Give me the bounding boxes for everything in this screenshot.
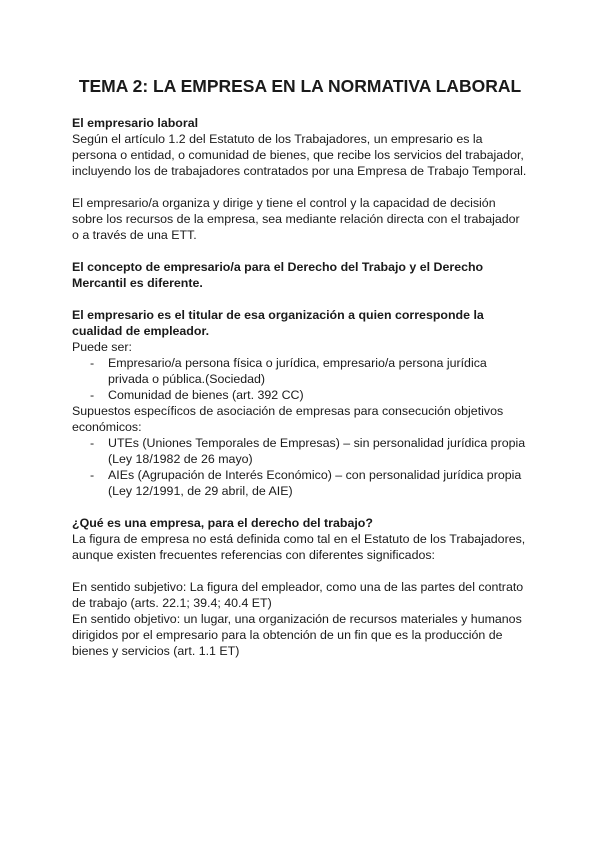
paragraph-supuestos: Supuestos específicos de asociación de empresas para consecución objetivos económicos: — [72, 404, 504, 434]
list-item: - Empresario/a persona física o jurídica, empresario/a persona jurídica privada o pública.(Sociedad) — [72, 355, 528, 387]
section-heading-que-es-empresa: ¿Qué es una empresa, para el derecho del trabajo? — [72, 516, 373, 530]
list-item: - UTEs (Uniones Temporales de Empresas) – sin personalidad jurídica propia (Ley 18/1982 de 26 mayo) — [72, 435, 528, 467]
section-heading-titular: El empresario es el titular de esa organización a quien corresponde la cualidad de empleador. — [72, 308, 484, 338]
paragraph-sentido-objetivo: En sentido objetivo: un lugar, una organización de recursos materiales y humanos dirigidos por el empresario para la obtención de un fin que es la producción de bienes y servicios (art. 1.1 ET) — [72, 612, 522, 658]
list-asociaciones — [72, 435, 528, 499]
paragraph-figura-empresa: La figura de empresa no está definida como tal en el Estatuto de los Trabajadores, aunque existen frecuentes referencias con diferentes significados: — [72, 532, 526, 562]
document-body — [72, 115, 528, 659]
list-item: - AIEs (Agrupación de Interés Económico) – con personalidad jurídica propia (Ley 12/1991, de 29 abril, de AIE) — [72, 467, 528, 499]
paragraph-sentido-subjetivo: En sentido subjetivo: La figura del empleador, como una de las partes del contrato de trabajo (arts. 22.1; 39.4; 40.4 ET) — [72, 580, 524, 610]
paragraph-definition: Según el artículo 1.2 del Estatuto de los Trabajadores, un empresario es la persona o entidad, o comunidad de bienes, que recibe los servicios del trabajador, incluyendo los de trabajadores contratados por una Empresa de Trabajo Temporal. — [72, 132, 527, 178]
paragraph-puede-ser: Puede ser: — [72, 340, 132, 354]
section-heading-concepto: El concepto de empresario/a para el Derecho del Trabajo y el Derecho Mercantil es diferente. — [72, 260, 484, 290]
list-item: - Comunidad de bienes (art. 392 CC) — [72, 387, 528, 403]
paragraph-organiza: El empresario/a organiza y dirige y tiene el control y la capacidad de decisión sobre los recursos de la empresa, sea mediante relación directa con el trabajador o a través de una ETT. — [72, 196, 520, 242]
document-title: TEMA 2: LA EMPRESA EN LA NORMATIVA LABORAL — [78, 76, 522, 96]
section-heading-empresario-laboral: El empresario laboral — [72, 116, 199, 130]
list-tipos-empresario — [72, 355, 528, 403]
